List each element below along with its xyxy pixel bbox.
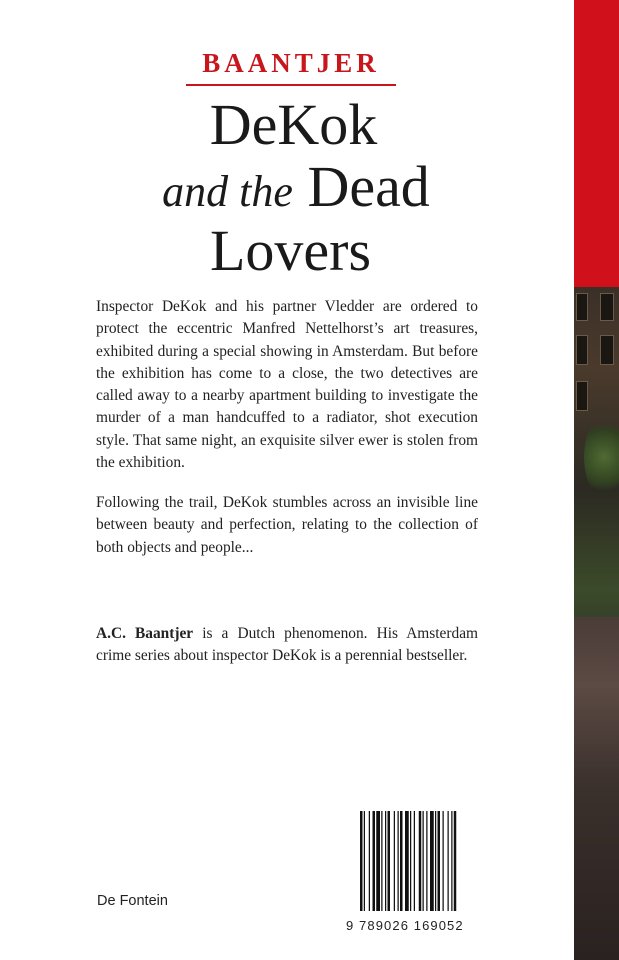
- title-line-3: Lovers: [209, 218, 372, 283]
- blurb-paragraph-2: Following the trail, DeKok stumbles across an invisible line between beauty and perfection, relating to the collection of both objects and people...: [96, 494, 478, 556]
- publisher-name: De Fontein: [97, 893, 168, 909]
- title-line-2: [141, 155, 451, 224]
- author-underline: [186, 84, 396, 86]
- author-bio: [96, 623, 478, 668]
- isbn-barcode: [358, 809, 480, 915]
- spine-red-band: [574, 0, 619, 287]
- blurb-paragraph-1: Inspector DeKok and his partner Vledder are ordered to protect the eccentric Manfred Nettelhorst’s art treasures, exhibited during a special showing in Amsterdam. But before the exhibition has come to a close, the two detectives are called away to a nearby apartment building to investigate the murder of a man handcuffed to a radiator, shot execution style. That same night, an exquisite silver ewer is stolen from the exhibition.: [96, 298, 478, 472]
- isbn-number: 9 789026 169052: [346, 918, 464, 933]
- title-italic-part: and the: [162, 167, 293, 216]
- author-name: BAANTJER: [202, 48, 380, 78]
- author-bio-text: is a Dutch phenomenon. His Amsterdam crime series about inspector DeKok is a perennial bestseller.: [96, 625, 478, 665]
- title-line-2-rest: Dead: [307, 154, 430, 219]
- title-line-1: DeKok: [209, 92, 378, 157]
- spine-photo-strip: [574, 287, 619, 960]
- author-bio-name: A.C. Baantjer: [96, 625, 194, 642]
